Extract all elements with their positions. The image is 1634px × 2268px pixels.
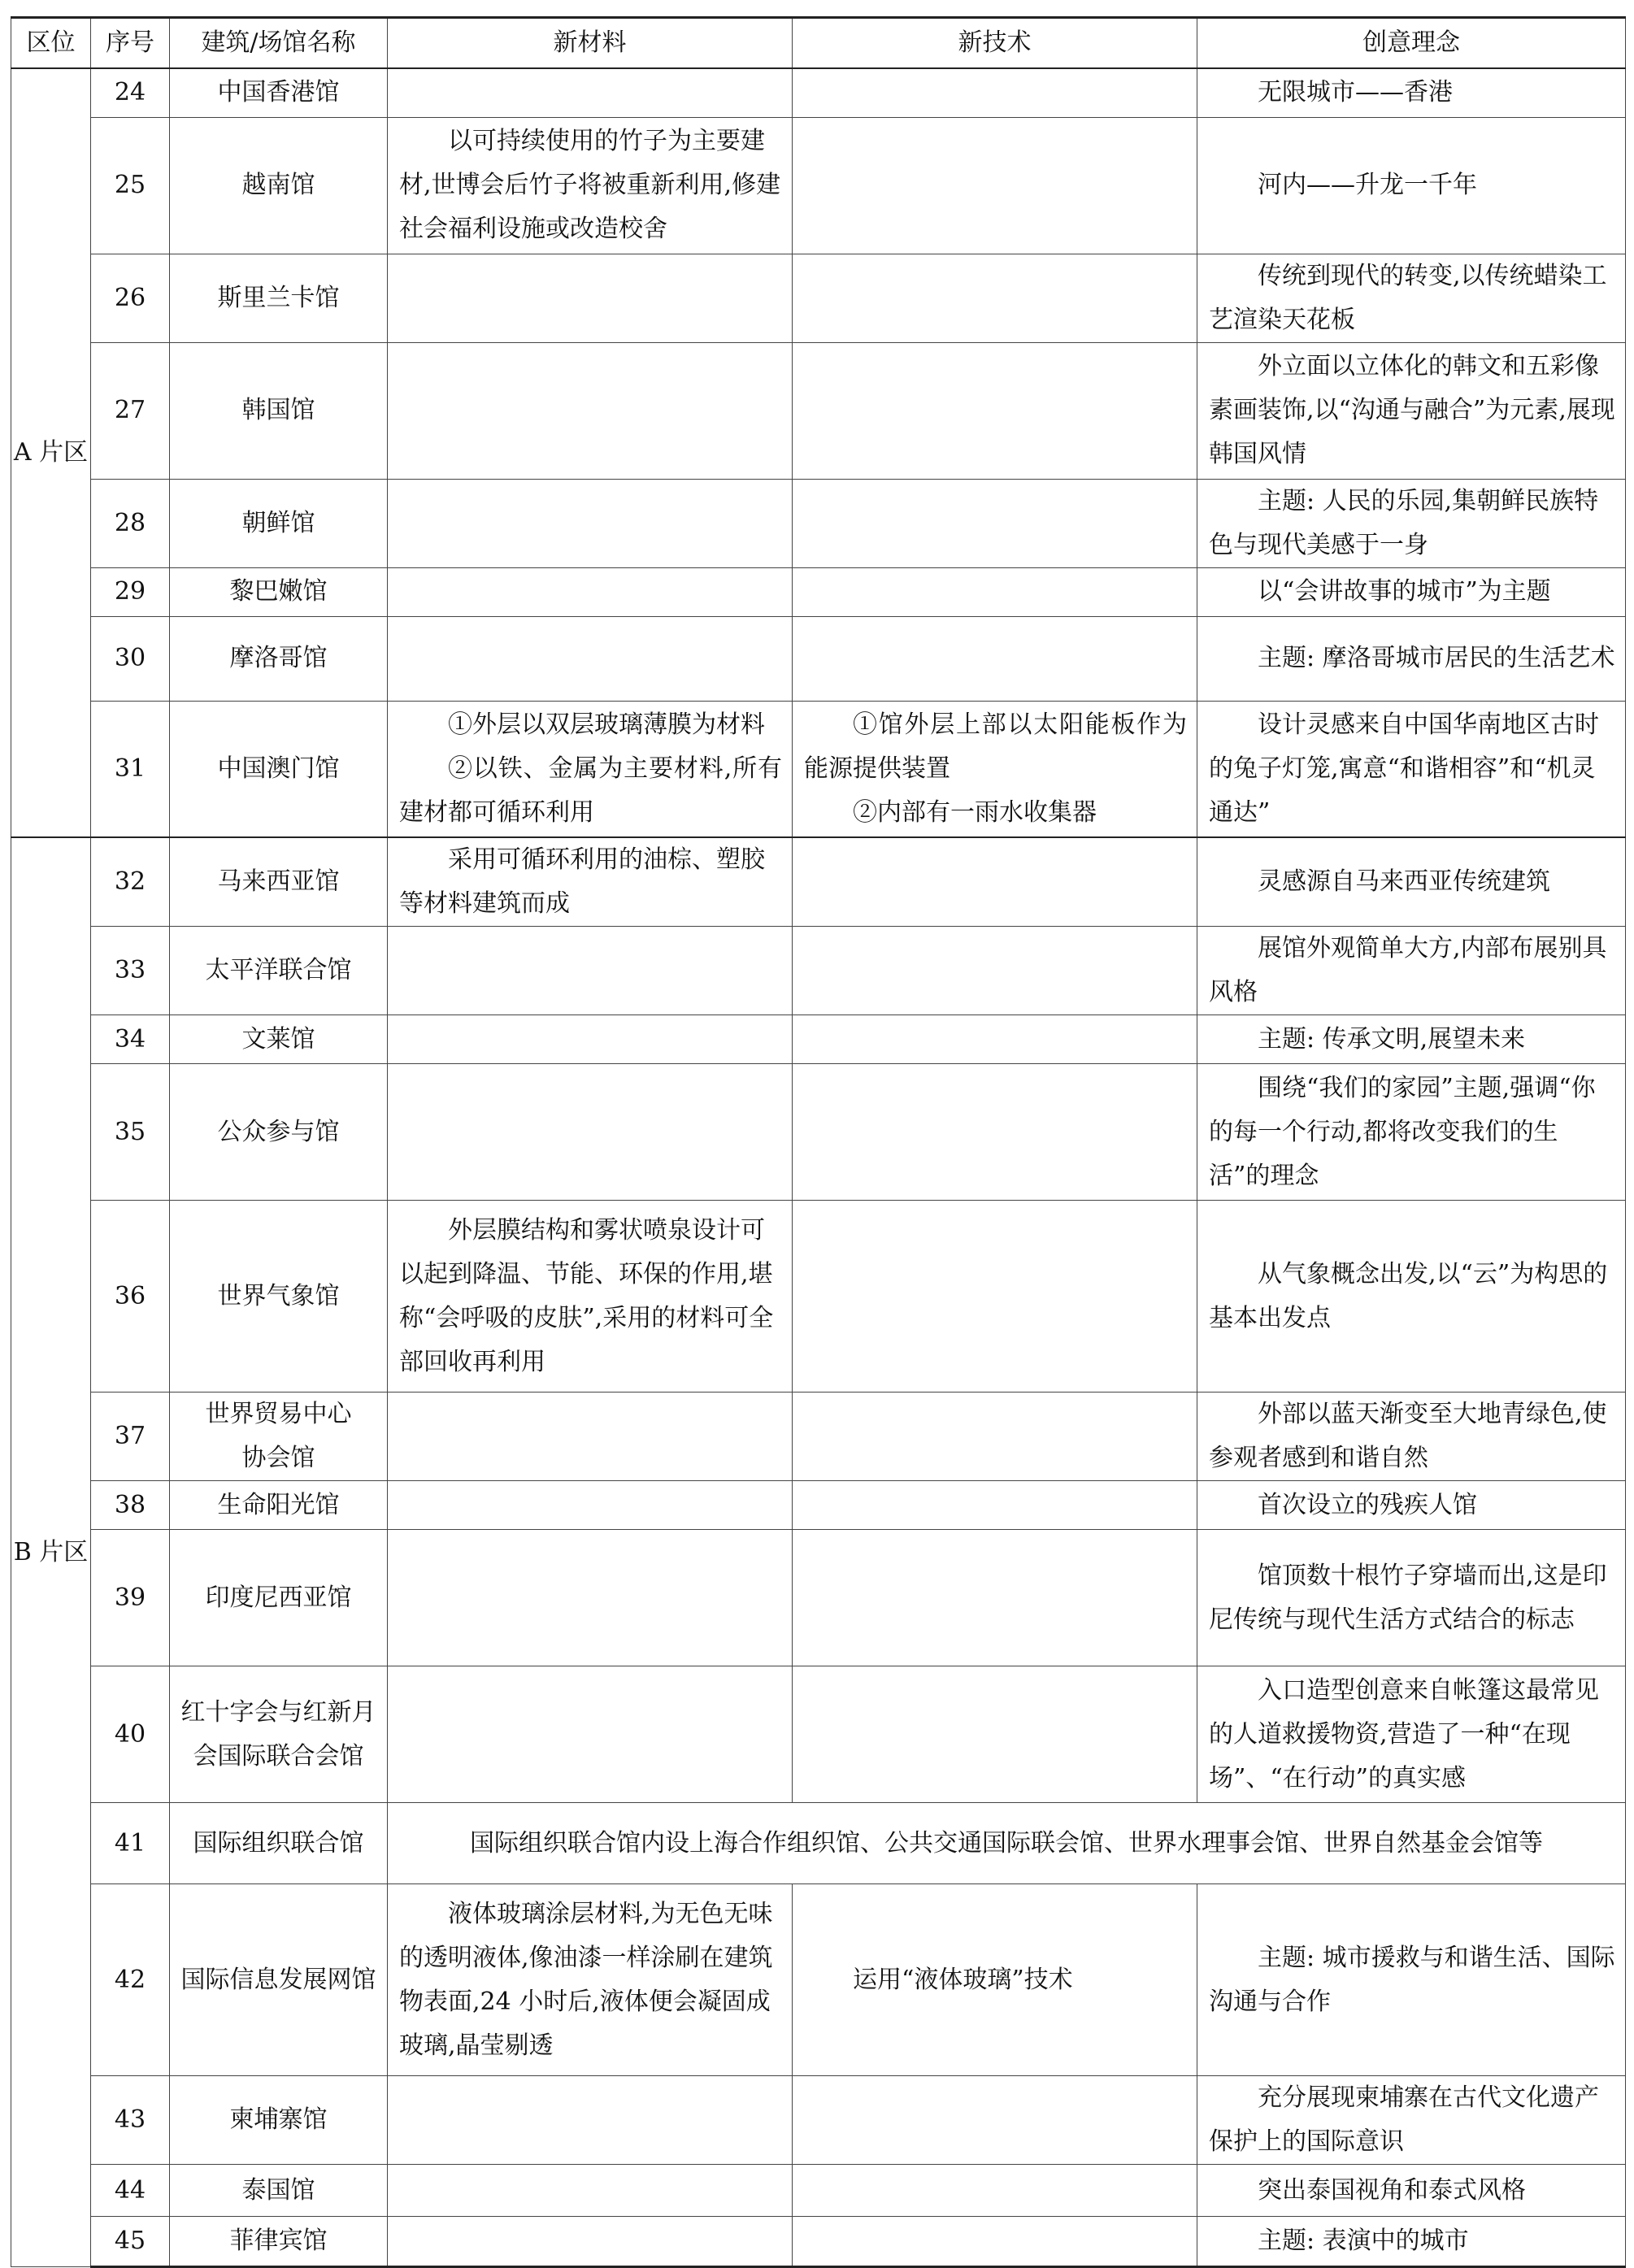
material-cell [388,616,793,701]
table-row [11,927,1626,1015]
concept-cell: 充分展现柬埔寨在古代文化遗产保护上的国际意识 [1197,2076,1626,2165]
name-cell: 泰国馆 [170,2165,388,2217]
tech-cell [793,2076,1197,2165]
concept-cell: 从气象概念出发,以“云”为构思的基本出发点 [1197,1201,1626,1393]
concept-cell: 围绕“我们的家园”主题,强调“你的每一个行动,都将改变我们的生活”的理念 [1197,1064,1626,1201]
concept-cell: 首次设立的残疾人馆 [1197,1481,1626,1530]
name-cell: 公众参与馆 [170,1064,388,1201]
table-row [11,342,1626,479]
merged-note-cell: 国际组织联合馆内设上海合作组织馆、公共交通国际联会馆、世界水理事会馆、世界自然基金会馆等 [388,1803,1626,1884]
concept-cell: 传统到现代的转变,以传统蜡染工艺渲染天花板 [1197,254,1626,342]
table-row [11,1530,1626,1666]
num-cell: 45 [91,2217,170,2267]
material-cell [388,1481,793,1530]
material-cell [388,479,793,567]
header-concept: 创意理念 [1197,18,1626,69]
name-cell: 红十字会与红新月会国际联合会馆 [170,1666,388,1803]
table-row [11,567,1626,616]
num-cell: 33 [91,927,170,1015]
tech-cell [793,1666,1197,1803]
material-line: ①外层以双层玻璃薄膜为材料 [448,710,765,739]
material-cell: 采用可循环利用的油棕、塑胶等材料建筑而成 [388,837,793,927]
material-cell [388,567,793,616]
concept-cell: 无限城市——香港 [1197,68,1626,117]
num-cell: 37 [91,1393,170,1481]
tech-cell [793,927,1197,1015]
concept-cell: 外立面以立体化的韩文和五彩像素画装饰,以“沟通与融合”为元素,展现韩国风情 [1197,342,1626,479]
table-row [11,1884,1626,2076]
concept-cell: 河内——升龙一千年 [1197,117,1626,254]
header-num: 序号 [91,18,170,69]
name-cell: 中国澳门馆 [170,701,388,837]
tech-line: ②内部有一雨水收集器 [853,797,1097,827]
tech-cell [793,1201,1197,1393]
num-cell: 39 [91,1530,170,1666]
table-row [11,1015,1626,1064]
concept-cell: 入口造型创意来自帐篷这最常见的人道救援物资,营造了一种“在现场”、“在行动”的真实感 [1197,1666,1626,1803]
name-cell: 韩国馆 [170,342,388,479]
material-cell [388,701,793,837]
table-row [11,254,1626,342]
material-cell [388,68,793,117]
num-cell: 29 [91,567,170,616]
material-cell [388,927,793,1015]
material-cell [388,2165,793,2217]
tech-cell [793,567,1197,616]
tech-line: ①馆外层上部以太阳能板作为能源提供装置 [804,710,1187,783]
num-cell: 36 [91,1201,170,1393]
table-row [11,68,1626,117]
num-cell: 27 [91,342,170,479]
name-cell: 生命阳光馆 [170,1481,388,1530]
table-row [11,2217,1626,2267]
table-row [11,479,1626,567]
name-cell: 摩洛哥馆 [170,616,388,701]
material-cell [388,2076,793,2165]
num-cell: 43 [91,2076,170,2165]
concept-cell: 灵感源自马来西亚传统建筑 [1197,837,1626,927]
concept-cell: 主题: 人民的乐园,集朝鲜民族特色与现代美感于一身 [1197,479,1626,567]
tech-cell [793,616,1197,701]
table-row [11,1666,1626,1803]
table-row [11,837,1626,927]
concept-cell: 外部以蓝天渐变至大地青绿色,使参观者感到和谐自然 [1197,1393,1626,1481]
name-cell: 世界气象馆 [170,1201,388,1393]
name-cell: 黎巴嫩馆 [170,567,388,616]
material-cell [388,1666,793,1803]
material-cell: 外层膜结构和雾状喷泉设计可以起到降温、节能、环保的作用,堪称“会呼吸的皮肤”,采用的材料可全部回收再利用 [388,1201,793,1393]
name-cell: 国际组织联合馆 [170,1803,388,1884]
concept-cell: 馆顶数十根竹子穿墙而出,这是印尼传统与现代生活方式结合的标志 [1197,1530,1626,1666]
material-cell [388,1015,793,1064]
name-cell: 太平洋联合馆 [170,927,388,1015]
name-cell: 斯里兰卡馆 [170,254,388,342]
num-cell: 26 [91,254,170,342]
name-cell: 菲律宾馆 [170,2217,388,2267]
num-cell: 40 [91,1666,170,1803]
name-cell: 世界贸易中心协会馆 [170,1393,388,1481]
material-cell [388,1530,793,1666]
tech-cell [793,701,1197,837]
num-cell: 31 [91,701,170,837]
tech-cell [793,1393,1197,1481]
header-row [11,18,1626,69]
header-tech: 新技术 [793,18,1197,69]
table-row [11,1201,1626,1393]
name-cell: 朝鲜馆 [170,479,388,567]
num-cell: 28 [91,479,170,567]
name-cell: 马来西亚馆 [170,837,388,927]
concept-cell: 设计灵感来自中国华南地区古时的兔子灯笼,寓意“和谐相容”和“机灵通达” [1197,701,1626,837]
tech-cell [793,68,1197,117]
tech-cell [793,2217,1197,2267]
num-cell: 42 [91,1884,170,2076]
num-cell: 30 [91,616,170,701]
num-cell: 38 [91,1481,170,1530]
table-row [11,2165,1626,2217]
tech-cell [793,837,1197,927]
num-cell: 24 [91,68,170,117]
num-cell: 35 [91,1064,170,1201]
tech-cell [793,479,1197,567]
material-cell [388,1064,793,1201]
table-row [11,1064,1626,1201]
table-row [11,701,1626,837]
material-cell [388,254,793,342]
concept-cell: 主题: 传承文明,展望未来 [1197,1015,1626,1064]
concept-cell: 主题: 摩洛哥城市居民的生活艺术 [1197,616,1626,701]
num-cell: 34 [91,1015,170,1064]
name-cell: 柬埔寨馆 [170,2076,388,2165]
material-cell [388,342,793,479]
table-row [11,616,1626,701]
material-line: ②以铁、金属为主要材料,所有建材都可循环利用 [399,754,782,827]
name-cell: 国际信息发展网馆 [170,1884,388,2076]
zone-a-cell: A 片区 [11,68,91,837]
material-cell [388,2217,793,2267]
material-cell: 以可持续使用的竹子为主要建材,世博会后竹子将被重新利用,修建社会福利设施或改造校舍 [388,117,793,254]
header-name: 建筑/场馆名称 [170,18,388,69]
num-cell: 25 [91,117,170,254]
concept-cell: 主题: 城市援救与和谐生活、国际沟通与合作 [1197,1884,1626,2076]
table-row [11,117,1626,254]
name-cell: 越南馆 [170,117,388,254]
concept-cell: 以“会讲故事的城市”为主题 [1197,567,1626,616]
num-cell: 41 [91,1803,170,1884]
zone-b-cell: B 片区 [11,837,91,2267]
material-cell: 液体玻璃涂层材料,为无色无味的透明液体,像油漆一样涂刷在建筑物表面,24 小时后,液体便会凝固成玻璃,晶莹剔透 [388,1884,793,2076]
concept-cell: 突出泰国视角和泰式风格 [1197,2165,1626,2217]
table-row [11,1393,1626,1481]
header-material: 新材料 [388,18,793,69]
tech-cell [793,1015,1197,1064]
table-row [11,2076,1626,2165]
concept-cell: 展馆外观简单大方,内部布展别具风格 [1197,927,1626,1015]
name-cell: 印度尼西亚馆 [170,1530,388,1666]
material-cell [388,1393,793,1481]
table-row [11,1481,1626,1530]
name-cell: 文莱馆 [170,1015,388,1064]
num-cell: 32 [91,837,170,927]
num-cell: 44 [91,2165,170,2217]
tech-cell: 运用“液体玻璃”技术 [793,1884,1197,2076]
expo-pavilion-table [11,16,1626,2268]
tech-cell [793,1064,1197,1201]
tech-cell [793,254,1197,342]
tech-cell [793,1530,1197,1666]
tech-cell [793,342,1197,479]
concept-cell: 主题: 表演中的城市 [1197,2217,1626,2267]
tech-cell [793,117,1197,254]
tech-cell [793,2165,1197,2217]
name-cell: 中国香港馆 [170,68,388,117]
tech-cell [793,1481,1197,1530]
table-row [11,1803,1626,1884]
header-zone: 区位 [11,18,91,69]
